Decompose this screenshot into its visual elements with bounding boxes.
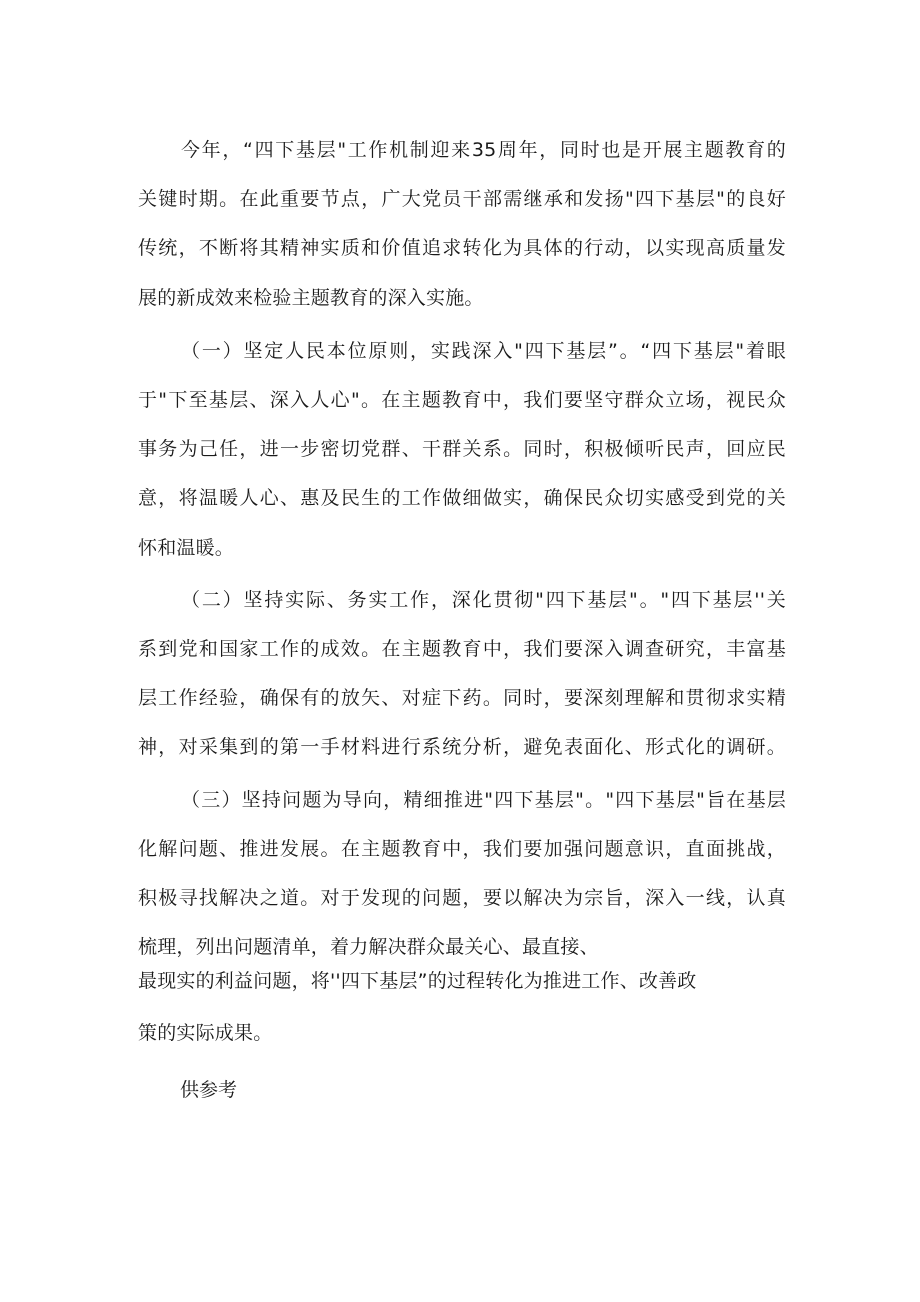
paragraph-4-line-1: （三）坚持问题为导向，精细推进"四下基层"。"四下基层"旨在基层 xyxy=(181,789,786,811)
paragraph-4-line-5: 最现实的利益问题，将''四下基层”的过程转化为推进工作、改善政 xyxy=(138,970,697,992)
paragraph-2-line-1: （一）坚定人民本位原则，实践深入"四下基层”。“四下基层"着眼 xyxy=(181,340,786,362)
closing-note: 供参考 xyxy=(180,1079,238,1101)
paragraph-1-line-2: 关键时期。在此重要节点，广大党员干部需继承和发扬"四下基层"的良好 xyxy=(138,188,786,210)
paragraph-3-line-2: 系到党和国家工作的成效。在主题教育中，我们要深入调查研究，丰富基 xyxy=(138,638,786,660)
paragraph-2-line-4: 意，将温暖人心、惠及民生的工作做细做实，确保民众切实感受到党的关 xyxy=(138,487,786,509)
paragraph-3-line-1: （二）坚持实际、务实工作，深化贯彻"四下基层"。"四下基层''关 xyxy=(181,589,786,611)
paragraph-4-line-2: 化解问题、推进发展。在主题教育中，我们要加强问题意识，直面挑战， xyxy=(138,838,786,860)
paragraph-4-line-6: 策的实际成果。 xyxy=(138,1022,273,1044)
paragraph-3-line-3: 层工作经验，确保有的放矢、对症下药。同时，要深刻理解和贯彻求实精 xyxy=(138,687,786,709)
paragraph-4-line-3: 积极寻找解决之道。对于发现的问题，要以解决为宗旨，深入一线，认真 xyxy=(138,887,786,909)
paragraph-2-line-3: 事务为己任，进一步密切党群、干群关系。同时，积极倾听民声，回应民 xyxy=(138,438,786,460)
paragraph-4-line-4: 梳理，列出问题清单，着力解决群众最关心、最直接、 xyxy=(138,936,599,958)
paragraph-2-line-2: 于"下至基层、深入人心"。在主题教育中，我们要坚守群众立场，视民众 xyxy=(138,389,786,411)
paragraph-1-line-3: 传统，不断将其精神实质和价值追求转化为具体的行动，以实现高质量发 xyxy=(138,237,786,259)
paragraph-1-line-4: 展的新成效来检验主题教育的深入实施。 xyxy=(138,287,484,309)
paragraph-2-line-5: 怀和温暖。 xyxy=(138,537,235,559)
paragraph-1-line-1: 今年，“四下基层"工作机制迎来35周年，同时也是开展主题教育的 xyxy=(181,139,786,161)
paragraph-3-line-4: 神，对采集到的第一手材料进行系统分析，避免表面化、形式化的调研。 xyxy=(138,736,786,758)
